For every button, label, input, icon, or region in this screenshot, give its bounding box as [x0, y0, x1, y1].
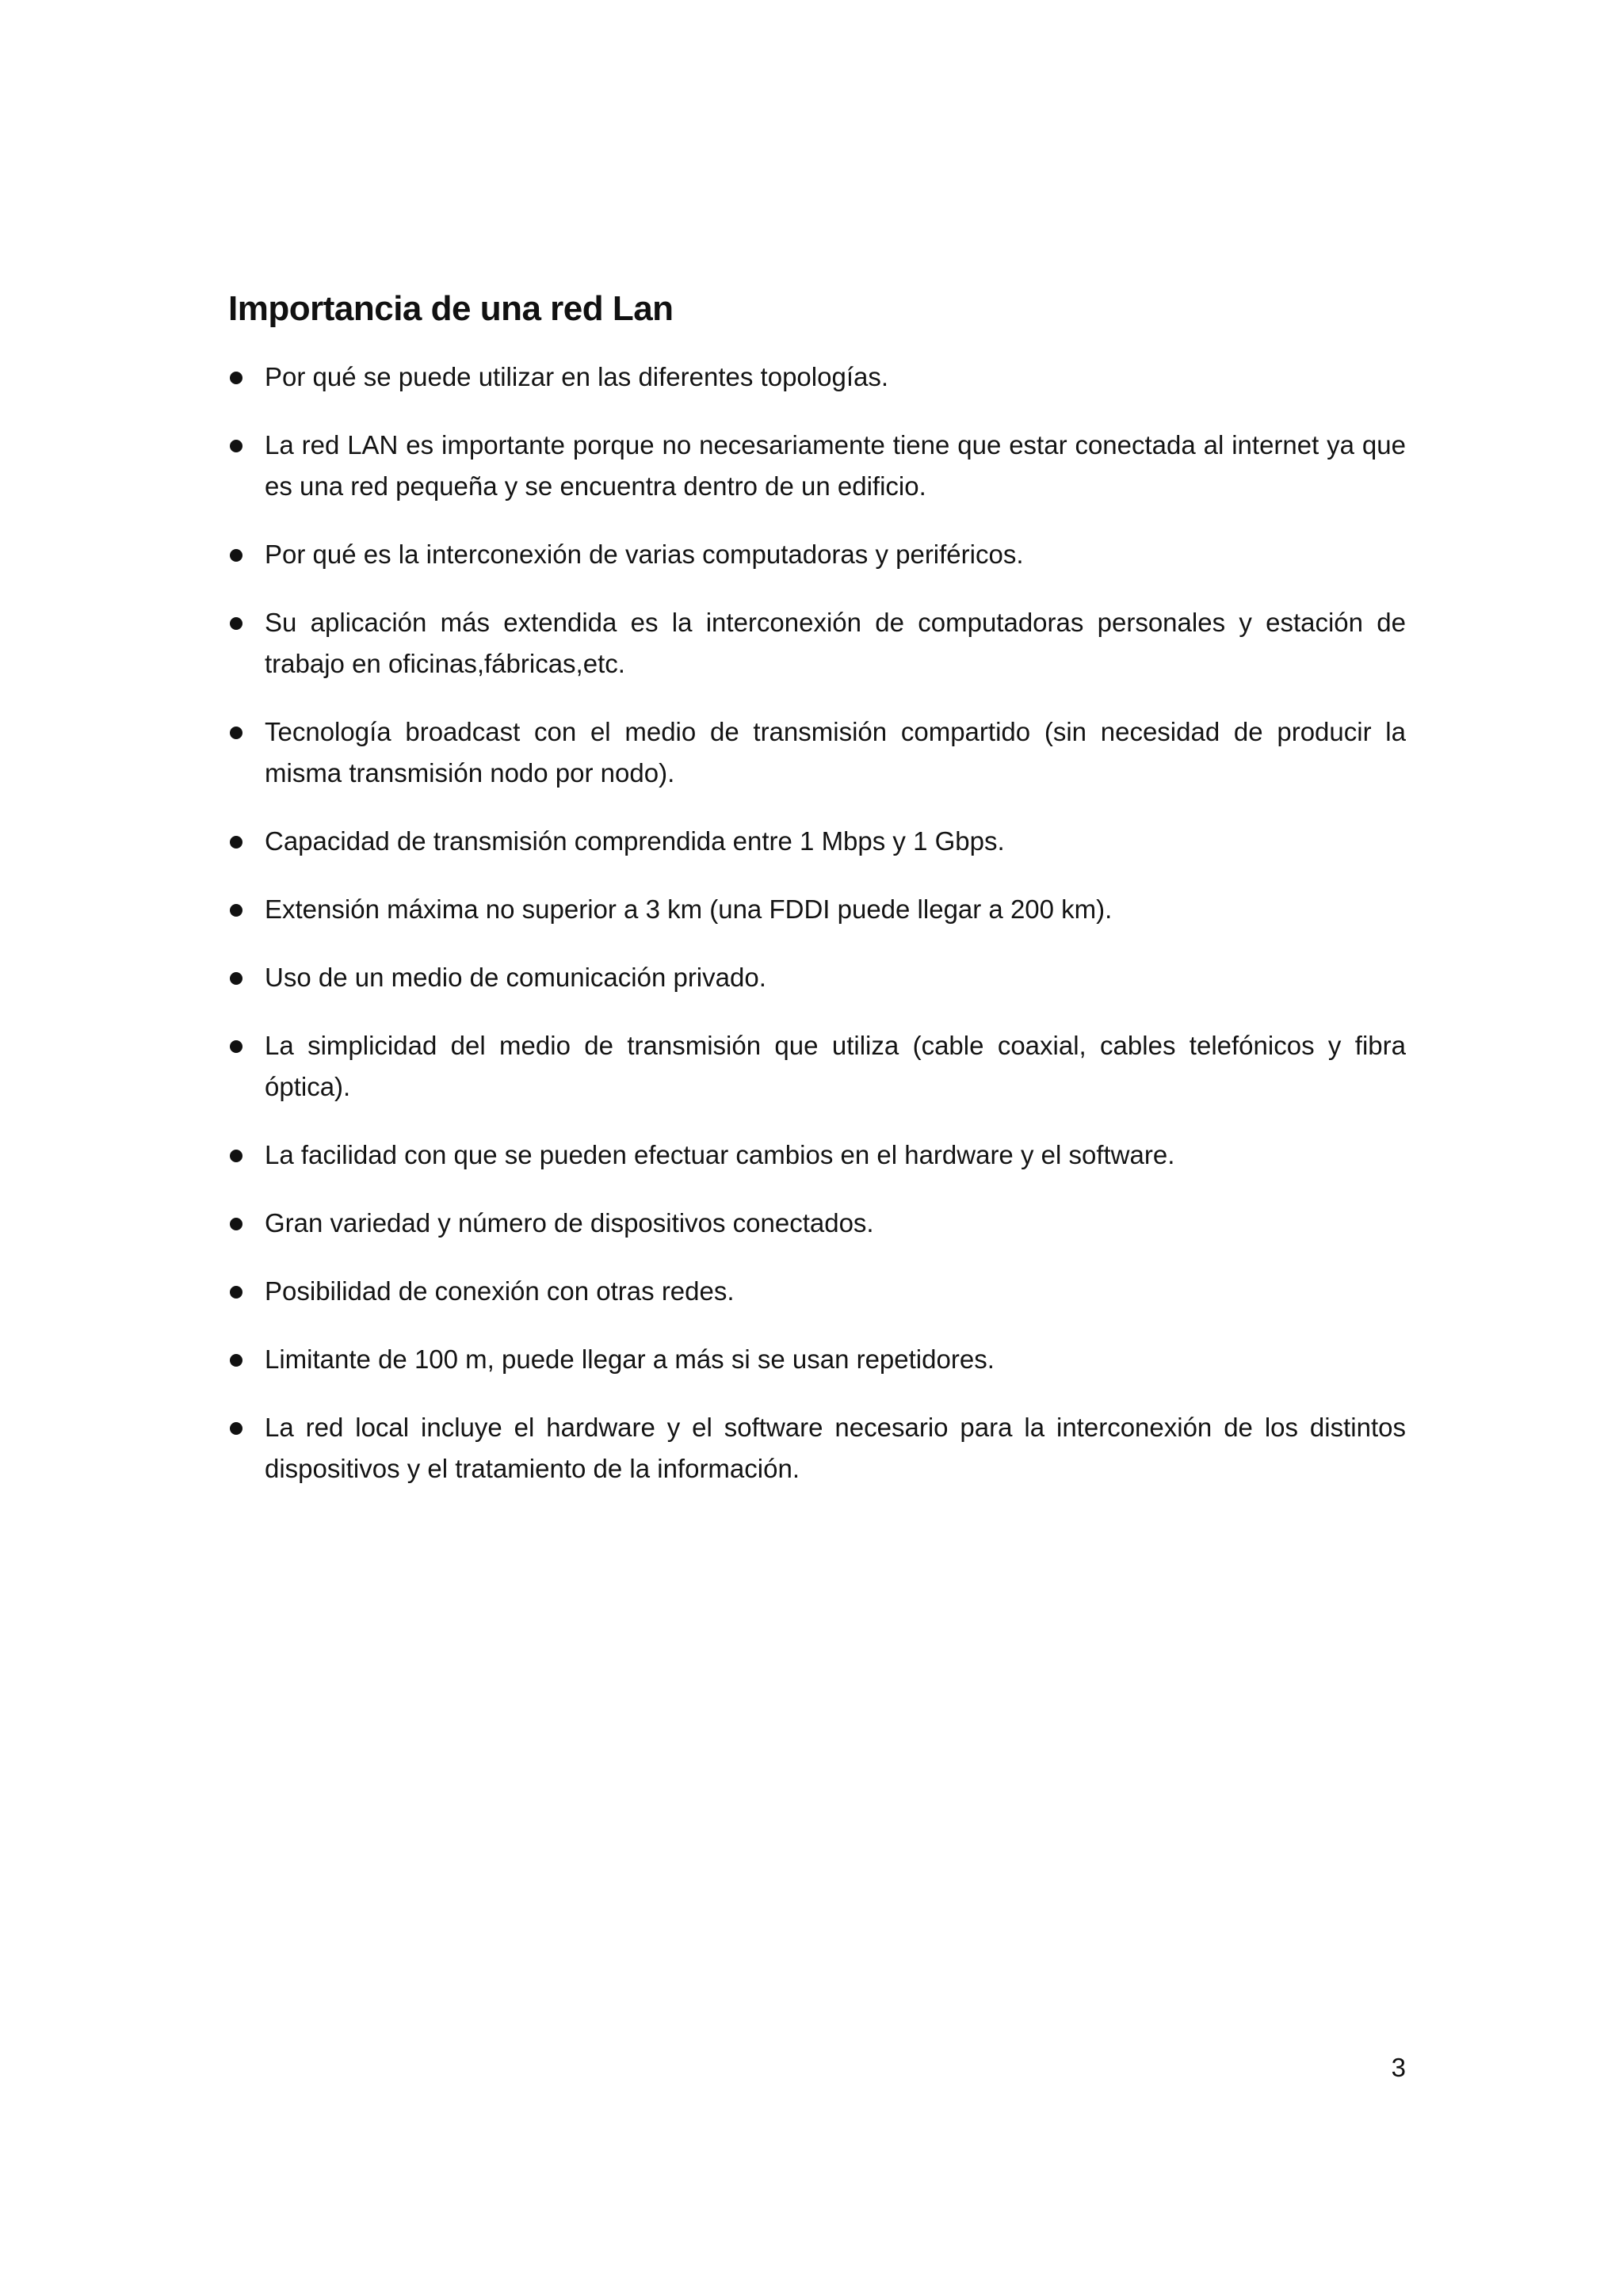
- bullet-item: [228, 1407, 1406, 1489]
- bullet-icon: [230, 549, 242, 562]
- bullet-icon: [230, 1040, 242, 1053]
- bullet-text: Por qué se puede utilizar en las diferentes topologías.: [265, 362, 889, 391]
- bullet-text: Limitante de 100 m, puede llegar a más si se usan repetidores.: [265, 1344, 995, 1374]
- bullet-item: [228, 1203, 1406, 1244]
- bullet-text: Extensión máxima no superior a 3 km (una FDDI puede llegar a 200 km).: [265, 894, 1113, 924]
- bullet-icon: [230, 1150, 242, 1162]
- bullet-item: [228, 957, 1406, 998]
- section-title: Importancia de una red Lan: [228, 289, 674, 328]
- bullet-text: Su aplicación más extendida es la interconexión de computadoras personales y estación de trabajo en oficinas,fábricas,etc.: [265, 608, 1406, 678]
- bullet-icon: [230, 1354, 242, 1367]
- bullet-item: [228, 602, 1406, 685]
- bullet-text: Posibilidad de conexión con otras redes.: [265, 1276, 735, 1306]
- bullet-item: [228, 711, 1406, 794]
- bullet-icon: [230, 440, 242, 452]
- bullet-icon: [230, 727, 242, 739]
- bullet-icon: [230, 836, 242, 849]
- bullet-item: [228, 889, 1406, 930]
- bullet-item: [228, 1271, 1406, 1312]
- bullet-item: [228, 534, 1406, 575]
- bullet-text: La facilidad con que se pueden efectuar cambios en el hardware y el software.: [265, 1140, 1175, 1169]
- bullet-text: La simplicidad del medio de transmisión que utiliza (cable coaxial, cables telefónicos y fibra óptica).: [265, 1031, 1406, 1101]
- bullet-text: Uso de un medio de comunicación privado.: [265, 963, 766, 992]
- page-content: [228, 285, 1406, 1516]
- bullet-icon: [230, 972, 242, 985]
- bullet-text: Capacidad de transmisión comprendida entre 1 Mbps y 1 Gbps.: [265, 826, 1005, 856]
- bullet-text: Tecnología broadcast con el medio de transmisión compartido (sin necesidad de producir la misma transmisión nodo por nodo).: [265, 717, 1406, 788]
- bullet-item: [228, 1135, 1406, 1176]
- bullet-icon: [230, 1422, 242, 1435]
- bullet-item: [228, 1025, 1406, 1108]
- bullet-icon: [230, 904, 242, 917]
- bullet-icon: [230, 617, 242, 630]
- bullet-icon: [230, 1286, 242, 1299]
- bullet-list: [228, 357, 1406, 1489]
- bullet-icon: [230, 1218, 242, 1230]
- bullet-item: [228, 357, 1406, 398]
- bullet-item: [228, 425, 1406, 507]
- page-number: 3: [1391, 2053, 1406, 2082]
- bullet-item: [228, 1339, 1406, 1380]
- bullet-item: [228, 821, 1406, 862]
- bullet-text: Gran variedad y número de dispositivos conectados.: [265, 1208, 874, 1238]
- bullet-text: Por qué es la interconexión de varias computadoras y periféricos.: [265, 540, 1024, 569]
- bullet-text: La red local incluye el hardware y el software necesario para la interconexión de los distintos dispositivos y el tratamiento de la información.: [265, 1413, 1406, 1483]
- bullet-text: La red LAN es importante porque no necesariamente tiene que estar conectada al internet ya que es una red pequeña y se encuentra dentro de un edificio.: [265, 430, 1406, 501]
- bullet-icon: [230, 372, 242, 384]
